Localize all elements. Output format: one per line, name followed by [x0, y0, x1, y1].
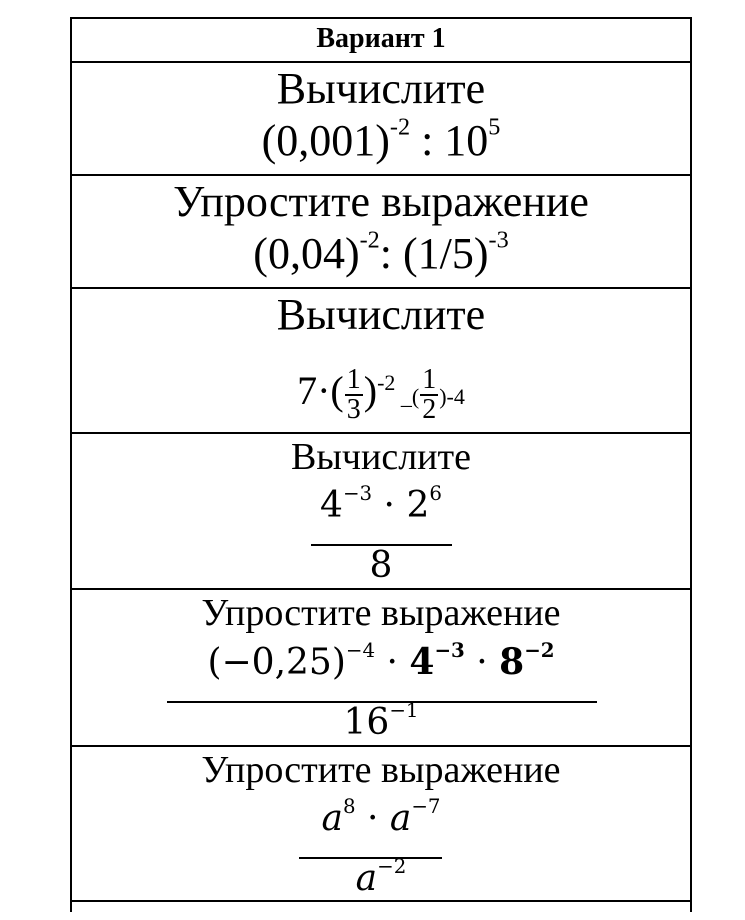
task-3-close-2: )-4 [439, 384, 465, 409]
task-row-2 [72, 174, 690, 287]
task-6-denominator-exponent: −2 [377, 855, 407, 879]
task-6-base-2: a [389, 798, 412, 839]
task-1-expression [72, 115, 690, 167]
task-3-fraction-2-denominator: 2 [422, 393, 437, 425]
task-row-1 [72, 61, 690, 174]
task-1-rest-exponent: 5 [488, 113, 501, 141]
task-4-exponent-1: −3 [342, 482, 373, 506]
task-4-numerator [72, 482, 690, 526]
task-1-exponent: -2 [389, 113, 411, 141]
task-5-denominator-base: 16 [343, 702, 390, 743]
task-5-denominator-exponent: −1 [389, 699, 419, 723]
task-6-denominator-base: a [355, 858, 378, 899]
variant-title: Вариант 1 [316, 23, 446, 54]
task-4-dot: · [372, 485, 407, 526]
task-3-fraction-1-denominator: 3 [346, 393, 361, 425]
task-4-exponent-2: 6 [429, 482, 442, 506]
task-5-dot-1: · [375, 642, 410, 683]
task-3-fraction-1 [345, 363, 363, 425]
task-3-fraction-2-numerator: 1 [422, 363, 437, 395]
task-6-denominator [72, 855, 690, 899]
task-3-minus: _( [395, 384, 420, 409]
task-3-fraction-2 [420, 363, 438, 425]
variant-table [70, 17, 692, 912]
task-2-expression [72, 228, 690, 280]
task-4-instruction: Вычислите [291, 436, 471, 478]
task-6-base-1: a [321, 798, 343, 839]
task-5-numerator [72, 638, 690, 683]
task-4-denominator: 8 [369, 545, 393, 586]
task-6-exponent-2: −7 [411, 795, 441, 819]
task-4-base-2: 2 [406, 485, 430, 526]
task-5-part-2: 4 [409, 641, 435, 683]
table-row-partial [72, 900, 690, 920]
task-row-6 [72, 745, 690, 900]
task-3-fraction-1-numerator: 1 [346, 363, 361, 395]
task-4-base-1: 4 [320, 485, 343, 526]
task-row-3 [72, 287, 690, 432]
task-3-instruction: Вычислите [276, 290, 486, 339]
task-5-dot-2: · [464, 642, 500, 683]
task-2-exponent: -2 [359, 226, 380, 254]
task-2-rest: : (1/5) [379, 229, 489, 278]
task-5-exponent-1: −4 [345, 639, 376, 663]
task-6-dot: · [355, 798, 390, 839]
table-header-row [72, 17, 690, 61]
task-5-exponent-2: −3 [434, 638, 465, 663]
task-5-exponent-3: −2 [524, 638, 555, 663]
task-2-rest-exponent: -3 [488, 226, 509, 254]
task-2-base: (0,04) [253, 229, 360, 278]
task-3-close-1: ) [363, 368, 378, 413]
task-1-instruction: Вычислите [276, 64, 486, 113]
task-5-denominator [72, 699, 690, 743]
task-row-5 [72, 588, 690, 745]
task-6-exponent-1: 8 [342, 795, 356, 819]
task-3-expression [72, 343, 690, 437]
task-1-rest: : 10 [410, 116, 489, 165]
task-5-part-1: (−0,25) [207, 642, 346, 683]
task-5-part-3: 8 [499, 641, 525, 683]
task-1-base: (0,001) [261, 116, 390, 165]
task-6-instruction: Упростите выражение [201, 749, 561, 791]
task-row-4 [72, 432, 690, 588]
task-5-instruction: Упростите выражение [201, 592, 561, 634]
task-3-exponent-1: -2 [377, 370, 396, 395]
task-3-lead: 7·( [297, 368, 344, 413]
task-2-instruction: Упростите выражение [173, 177, 589, 226]
task-6-numerator [72, 795, 690, 839]
